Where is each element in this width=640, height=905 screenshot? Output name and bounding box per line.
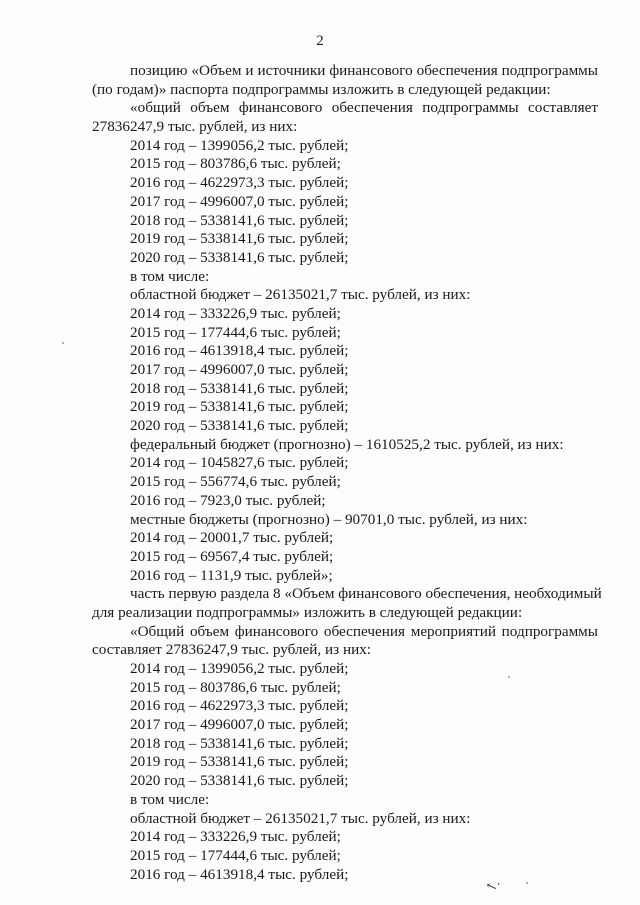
- text-line: 2014 год – 1399056,2 тыс. рублей;: [130, 136, 349, 154]
- text-line: 2014 год – 20001,7 тыс. рублей;: [130, 529, 334, 547]
- text-line: 2019 год – 5338141,6 тыс. рублей;: [130, 753, 349, 771]
- text-line: областной бюджет – 26135021,7 тыс. рублей, из них:: [130, 286, 471, 304]
- text-line: местные бюджеты (прогнозно) – 90701,0 тыс. рублей, из них:: [130, 510, 528, 528]
- text-line: 2020 год – 5338141,6 тыс. рублей;: [130, 248, 349, 266]
- text-line: составляет 27836247,9 тыс. рублей, из них:: [92, 641, 372, 659]
- text-line: «общий объем финансового обеспечения подпрограммы составляет: [130, 99, 598, 117]
- text-line: 2015 год – 177444,6 тыс. рублей;: [130, 323, 341, 341]
- text-line: 2016 год – 4613918,4 тыс. рублей;: [130, 865, 349, 883]
- text-line: 2016 год – 7923,0 тыс. рублей;: [130, 491, 326, 509]
- text-line: 2017 год – 4996007,0 тыс. рублей;: [130, 192, 349, 210]
- text-line: 2017 год – 4996007,0 тыс. рублей;: [130, 716, 349, 734]
- text-line: 2014 год – 333226,9 тыс. рублей;: [130, 828, 341, 846]
- scan-speck: [508, 676, 510, 678]
- text-line: «Общий объем финансового обеспечения мероприятий подпрограммы: [130, 622, 598, 640]
- text-line: 2018 год – 5338141,6 тыс. рублей;: [130, 211, 349, 229]
- text-line: в том числе:: [130, 267, 210, 285]
- text-line: 2015 год – 803786,6 тыс. рублей;: [130, 155, 341, 173]
- text-line: 2018 год – 5338141,6 тыс. рублей;: [130, 379, 349, 397]
- scan-speck: [526, 882, 528, 884]
- text-line: в том числе:: [130, 790, 210, 808]
- text-line: 2015 год – 556774,6 тыс. рублей;: [130, 473, 341, 491]
- text-line: 2016 год – 4622973,3 тыс. рублей;: [130, 174, 349, 192]
- text-line: 2017 год – 4996007,0 тыс. рублей;: [130, 361, 349, 378]
- text-line: часть первую раздела 8 «Объем финансового обеспечения, необходимый: [130, 585, 602, 603]
- page-number: 2: [316, 33, 324, 49]
- scan-speck: [62, 342, 64, 344]
- document-body: [92, 62, 602, 884]
- scan-mark: ↖·: [483, 875, 504, 896]
- text-line: 2014 год – 1045827,6 тыс. рублей;: [130, 454, 349, 472]
- text-line: 2018 год – 5338141,6 тыс. рублей;: [130, 734, 349, 752]
- text-line: 2015 год – 69567,4 тыс. рублей;: [130, 547, 334, 565]
- text-line: 2016 год – 1131,9 тыс. рублей»;: [130, 566, 333, 584]
- text-line: 2020 год – 5338141,6 тыс. рублей;: [130, 417, 349, 435]
- text-line: позицию «Объем и источники финансового обеспечения подпрограммы: [130, 62, 598, 79]
- text-line: 2015 год – 803786,6 тыс. рублей;: [130, 678, 341, 696]
- text-line: 2016 год – 4613918,4 тыс. рублей;: [130, 342, 349, 360]
- text-line: 2020 год – 5338141,6 тыс. рублей;: [130, 772, 349, 790]
- text-line: 2016 год – 4622973,3 тыс. рублей;: [130, 697, 349, 715]
- text-line: федеральный бюджет (прогнозно) – 1610525,2 тыс. рублей, из них:: [130, 435, 564, 453]
- text-line: 2014 год – 333226,9 тыс. рублей;: [130, 304, 341, 322]
- text-line: 2015 год – 177444,6 тыс. рублей;: [130, 846, 341, 864]
- text-line: (по годам)» паспорта подпрограммы изложить в следующей редакции:: [92, 80, 551, 98]
- text-line: 2014 год – 1399056,2 тыс. рублей;: [130, 660, 349, 677]
- text-line: 2019 год – 5338141,6 тыс. рублей;: [130, 230, 349, 248]
- text-line: для реализации подпрограммы» изложить в следующей редакции:: [92, 603, 523, 621]
- text-line: областной бюджет – 26135021,7 тыс. рублей, из них:: [130, 809, 471, 827]
- scan-smudge: [290, 858, 362, 862]
- text-line: 2019 год – 5338141,6 тыс. рублей;: [130, 398, 349, 416]
- text-line: 27836247,9 тыс. рублей, из них:: [92, 118, 298, 136]
